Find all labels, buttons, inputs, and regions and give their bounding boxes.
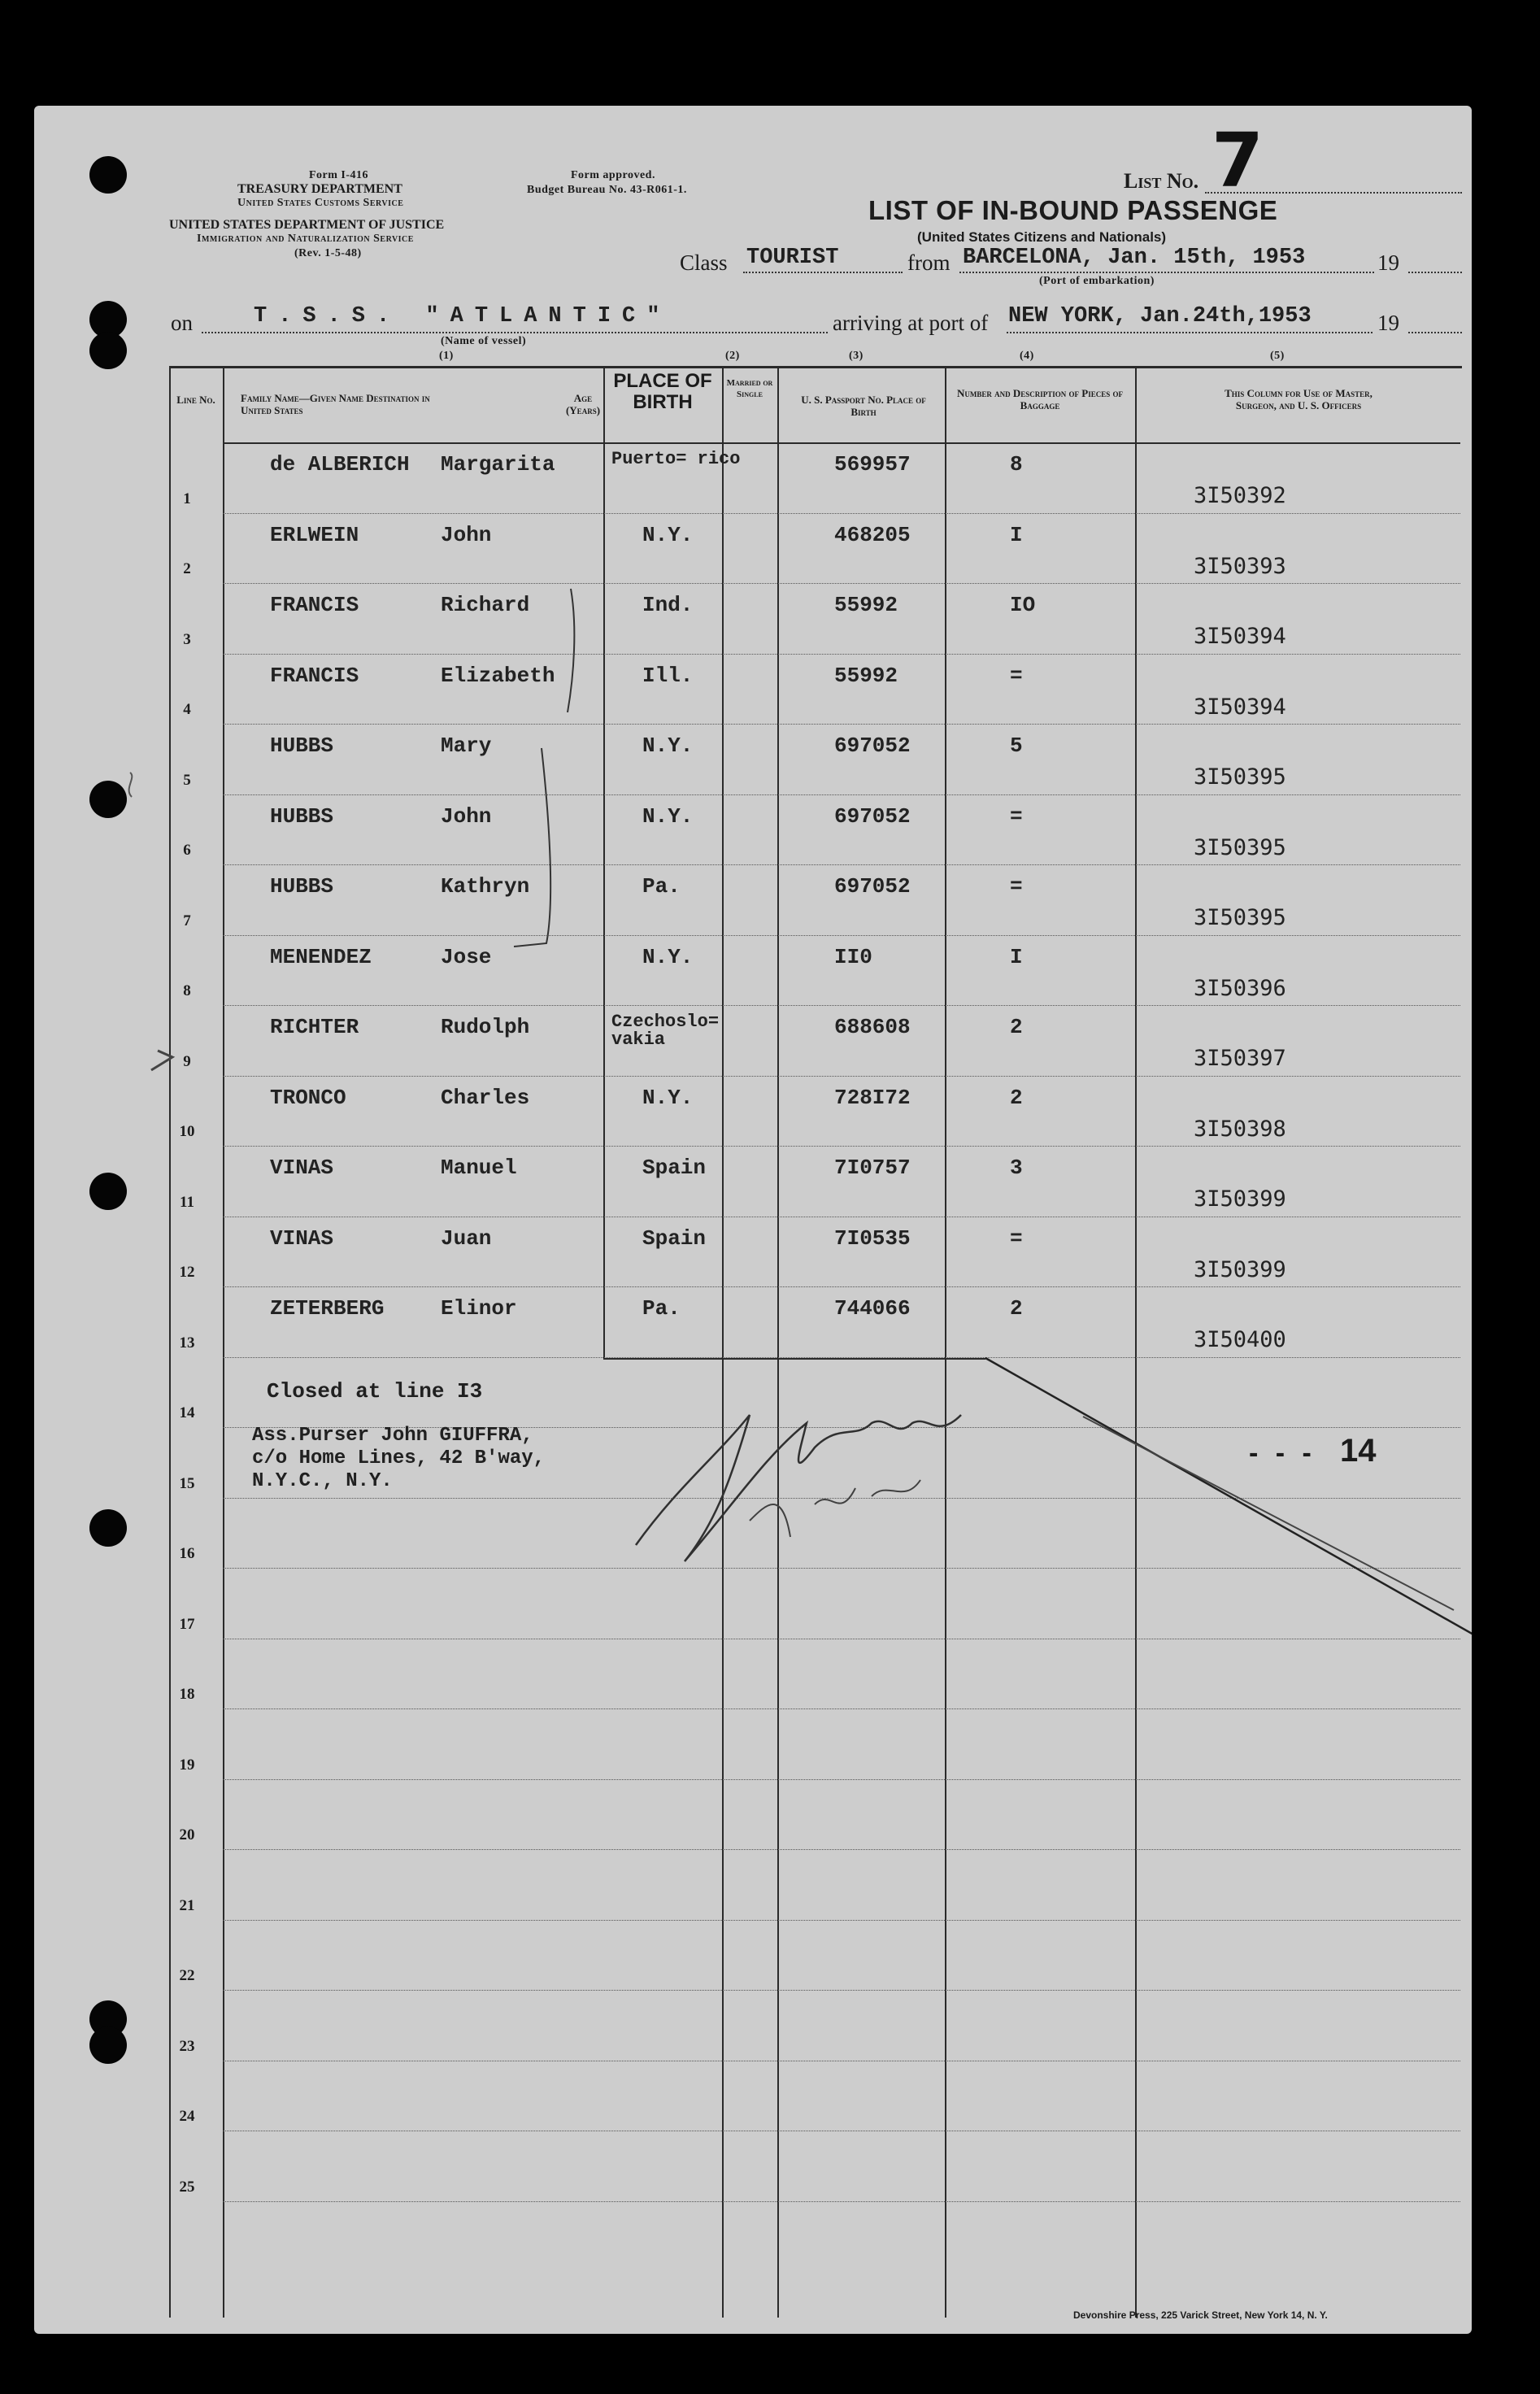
total-passengers: 14 (1340, 1433, 1377, 1469)
line-number: 8 (183, 982, 191, 999)
vessel-note: (Name of vessel) (441, 335, 527, 347)
baggage-count: I (1010, 944, 1023, 969)
line-number: 17 (179, 1615, 195, 1633)
form-title: LIST OF IN-BOUND PASSENGE (868, 195, 1278, 225)
family-name: de ALBERICH (270, 452, 410, 477)
form-number: Form I-416 (309, 169, 369, 181)
given-name: John (441, 522, 492, 547)
line-number: 24 (179, 2108, 195, 2125)
given-name: Juan (441, 1225, 492, 1251)
line-number: 14 (179, 1404, 195, 1421)
given-name: Kathryn (441, 874, 530, 899)
line-number: 15 (179, 1474, 195, 1492)
given-name: Margarita (441, 452, 555, 477)
given-name: Richard (441, 593, 530, 617)
family-name: HUBBS (270, 803, 334, 829)
family-name: TRONCO (270, 1085, 346, 1110)
from-value: BARCELONA, Jan. 15th, 1953 (963, 246, 1306, 270)
handwritten-marks (34, 106, 1472, 2334)
class-label: Class (680, 250, 728, 275)
baggage-count: 2 (1010, 1015, 1023, 1039)
place-of-birth: Pa. (642, 874, 681, 899)
line-number: 25 (179, 2178, 195, 2196)
place-of-birth: Spain (642, 1225, 707, 1251)
family-name: HUBBS (270, 874, 334, 899)
header-place-of-birth: PLACE OF BIRTH (613, 370, 712, 413)
embark-note: (Port of embarkation) (1039, 275, 1155, 287)
passport-number: 728I72 (834, 1085, 911, 1110)
header-officers: This Column for Use of Master, Surgeon, and U. S. Officers (1225, 387, 1373, 411)
form-approved: Form approved. (571, 169, 655, 181)
budget-bureau: Budget Bureau No. 43-R061-1. (527, 184, 687, 196)
header-name: Family Name—Given Name Destination in United States (241, 392, 430, 416)
place-of-birth: Pa. (642, 1296, 681, 1321)
closed-at-line: Closed at line I3 (267, 1379, 483, 1404)
baggage-count: I (1010, 522, 1023, 547)
officer-number: 3I50394 (1194, 694, 1286, 720)
line-number: 4 (183, 701, 191, 718)
line-number: 19 (179, 1756, 195, 1774)
printer-imprint: Devonshire Press, 225 Varick Street, New York 14, N. Y. (1073, 2309, 1328, 2321)
family-name: FRANCIS (270, 593, 359, 617)
baggage-count: = (1010, 874, 1023, 899)
line-number: 13 (179, 1334, 195, 1352)
baggage-count: = (1010, 663, 1023, 688)
passport-number: 697052 (834, 733, 911, 758)
passport-number: 55992 (834, 663, 898, 688)
immigration-service: Immigration and Naturalization Service (197, 233, 414, 245)
col-number-4: (4) (1020, 350, 1034, 362)
given-name: John (441, 803, 492, 829)
col-number-5: (5) (1270, 350, 1285, 362)
line-number: 11 (180, 1193, 194, 1211)
officer-number: 3I50396 (1194, 975, 1286, 1001)
on-label: on (171, 311, 193, 335)
passport-number: 55992 (834, 593, 898, 617)
line-number: 21 (179, 1896, 195, 1914)
purser-line-1: Ass.Purser John GIUFFRA, (252, 1425, 533, 1447)
col-number-2: (2) (725, 350, 740, 362)
year-suffix-2: 19 (1377, 311, 1399, 335)
officer-number: 3I50393 (1194, 553, 1286, 579)
line-number: 2 (183, 560, 191, 577)
officer-number: 3I50397 (1194, 1046, 1286, 1071)
treasury-department: TREASURY DEPARTMENT (237, 182, 402, 196)
officer-number: 3I50400 (1194, 1327, 1286, 1352)
vessel-name: T.S.S. "ATLANTIC" (254, 304, 672, 329)
family-name: VINAS (270, 1156, 334, 1180)
baggage-count: 3 (1010, 1156, 1023, 1180)
line-number: 20 (179, 1826, 195, 1843)
line-number: 5 (183, 771, 191, 789)
passport-number: 697052 (834, 874, 911, 899)
baggage-count: 5 (1010, 733, 1023, 758)
class-value: TOURIST (746, 246, 839, 270)
passport-number: 7I0757 (834, 1156, 911, 1180)
baggage-count: 2 (1010, 1296, 1023, 1321)
purser-line-3: N.Y.C., N.Y. (252, 1470, 393, 1492)
family-name: FRANCIS (270, 663, 359, 688)
place-of-birth: Puerto= rico (611, 449, 741, 469)
arriving-label: arriving at port of (833, 311, 989, 335)
place-of-birth: N.Y. (642, 1085, 694, 1110)
family-name: MENENDEZ (270, 944, 372, 969)
place-of-birth: N.Y. (642, 733, 694, 758)
line-number: 7 (183, 912, 191, 929)
line-number: 3 (183, 630, 191, 648)
col-number-1: (1) (439, 350, 454, 362)
from-label: from (907, 250, 951, 275)
officer-number: 3I50395 (1194, 905, 1286, 930)
family-name: VINAS (270, 1225, 334, 1251)
col-number-3: (3) (849, 350, 864, 362)
place-of-birth: Czechoslo= vakia (611, 1012, 720, 1050)
line-number: 6 (183, 842, 191, 859)
header-line-no: Line No. (176, 394, 215, 406)
place-of-birth: Ind. (642, 593, 694, 617)
line-number: 1 (183, 490, 191, 507)
family-name: HUBBS (270, 733, 334, 758)
revision-date: (Rev. 1-5-48) (294, 247, 362, 259)
family-name: ZETERBERG (270, 1296, 385, 1321)
officer-number: 3I50394 (1194, 624, 1286, 649)
given-name: Elizabeth (441, 663, 555, 688)
form-subtitle: (United States Citizens and Nationals) (917, 229, 1167, 245)
place-of-birth: N.Y. (642, 944, 694, 969)
given-name: Rudolph (441, 1015, 530, 1039)
line-number: 16 (179, 1545, 195, 1562)
given-name: Mary (441, 733, 492, 758)
baggage-count: 2 (1010, 1085, 1023, 1110)
passport-number: 569957 (834, 452, 911, 477)
line-number: 12 (179, 1264, 195, 1281)
passport-number: 744066 (834, 1296, 911, 1321)
header-married: Married or Single (726, 378, 773, 399)
officer-number: 3I50399 (1194, 1186, 1286, 1212)
family-name: ERLWEIN (270, 522, 359, 547)
place-of-birth: N.Y. (642, 522, 694, 547)
given-name: Elinor (441, 1296, 517, 1321)
place-of-birth: N.Y. (642, 803, 694, 829)
passport-number: 688608 (834, 1015, 911, 1039)
line-number: 22 (179, 1967, 195, 1984)
line-number: 10 (179, 1123, 195, 1140)
given-name: Manuel (441, 1156, 517, 1180)
officer-number: 3I50395 (1194, 764, 1286, 790)
customs-service: United States Customs Service (237, 197, 404, 209)
line-number: 23 (179, 2037, 195, 2055)
officer-number: 3I50398 (1194, 1116, 1286, 1142)
baggage-count: IO (1010, 593, 1036, 617)
baggage-count: = (1010, 1225, 1023, 1251)
place-of-birth: Ill. (642, 663, 694, 688)
passport-number: 468205 (834, 522, 911, 547)
given-name: Charles (441, 1085, 530, 1110)
form-sheet: Form I-416 TREASURY DEPARTMENT United States Customs Service UNITED STATES DEPARTMENT OF JUSTICE Immigration and Naturalization Service (Rev. 1-5-48) Form approved. Budget Bureau No. 43-R061-1. List No. 7 LIST OF IN-BOUND PASSENGE (United States Citizens and Nationals) Class TOURIST from BARCELONA, Jan. 15th, 1953 19 (Port of embarkation) on T.S.S. "ATLANTIC" (Name of vessel) arriving at port of NEW YORK, Jan.24th,1953 19 (1) (2) (3) (4) (5) Line No. Family Name—Given Name Destination in United States Age (Years) PLACE OF BIRTH Married or Single U. S. Passport No. Place of Birth Number and Description of Pieces of Baggage This Column for Use of Master, Surgeon, and U. S. Officers 1 de ALBERICH Margarita Puerto= rico 569957 8 3I50392 2 ERLWEIN John N.Y. 468205 I 3I50393 3 FRANCIS Richard Ind. 55992 IO 3I50394 4 FRANCIS Elizabeth Ill. 55992 = 3I50394 5 HUBBS Mary N.Y. 697052 5 3I50395 6 HUBBS John N.Y. 697052 = 3I50395 7 HUBBS Kathryn Pa. 697052 = 3I50395 8 MENENDEZ Jose N.Y. II0 I 3I50396 9 RICHTER Rudolph Czechoslo= vakia 688608 2 3I50397 10 TRONCO Charles N.Y. 728I72 2 3I50398 11 VINAS Manuel Spain 7I0757 3 3I50399 12 VINAS Juan Spain 7I0535 = 3I50399 13 ZETERBERG Elinor Pa. 744066 2 3I50400 14 15 16 17 18 19 20 21 22 23 24 25 Closed at line I3 Ass.Purser John GIUFFRA, c/o Home Lines, 42 B'way, N.Y.C., N.Y. - - - 14 Devonshire Press, 225 Varick Street, New York 14, N. Y. (34, 106, 1472, 2334)
baggage-count: = (1010, 803, 1023, 829)
list-no-value: 7 (1212, 117, 1264, 204)
passport-number: II0 (834, 944, 872, 969)
arriving-value: NEW YORK, Jan.24th,1953 (1008, 304, 1312, 329)
baggage-count: 8 (1010, 452, 1023, 477)
officer-number: 3I50399 (1194, 1256, 1286, 1282)
passport-number: 7I0535 (834, 1225, 911, 1251)
header-passport: U. S. Passport No. Place of Birth (801, 394, 926, 418)
list-no-label: List No. (1124, 169, 1199, 193)
department-of-justice: UNITED STATES DEPARTMENT OF JUSTICE (169, 218, 445, 232)
given-name: Jose (441, 944, 492, 969)
header-baggage: Number and Description of Pieces of Baggage (957, 387, 1123, 411)
line-number: 9 (183, 1052, 191, 1070)
officer-number: 3I50395 (1194, 834, 1286, 860)
family-name: RICHTER (270, 1015, 359, 1039)
passport-number: 697052 (834, 803, 911, 829)
officer-number: 3I50392 (1194, 483, 1286, 508)
line-number: 18 (179, 1686, 195, 1703)
place-of-birth: Spain (642, 1156, 707, 1180)
purser-line-2: c/o Home Lines, 42 B'way, (252, 1447, 546, 1469)
year-suffix: 19 (1377, 250, 1399, 275)
header-age: Age (Years) (565, 392, 601, 416)
